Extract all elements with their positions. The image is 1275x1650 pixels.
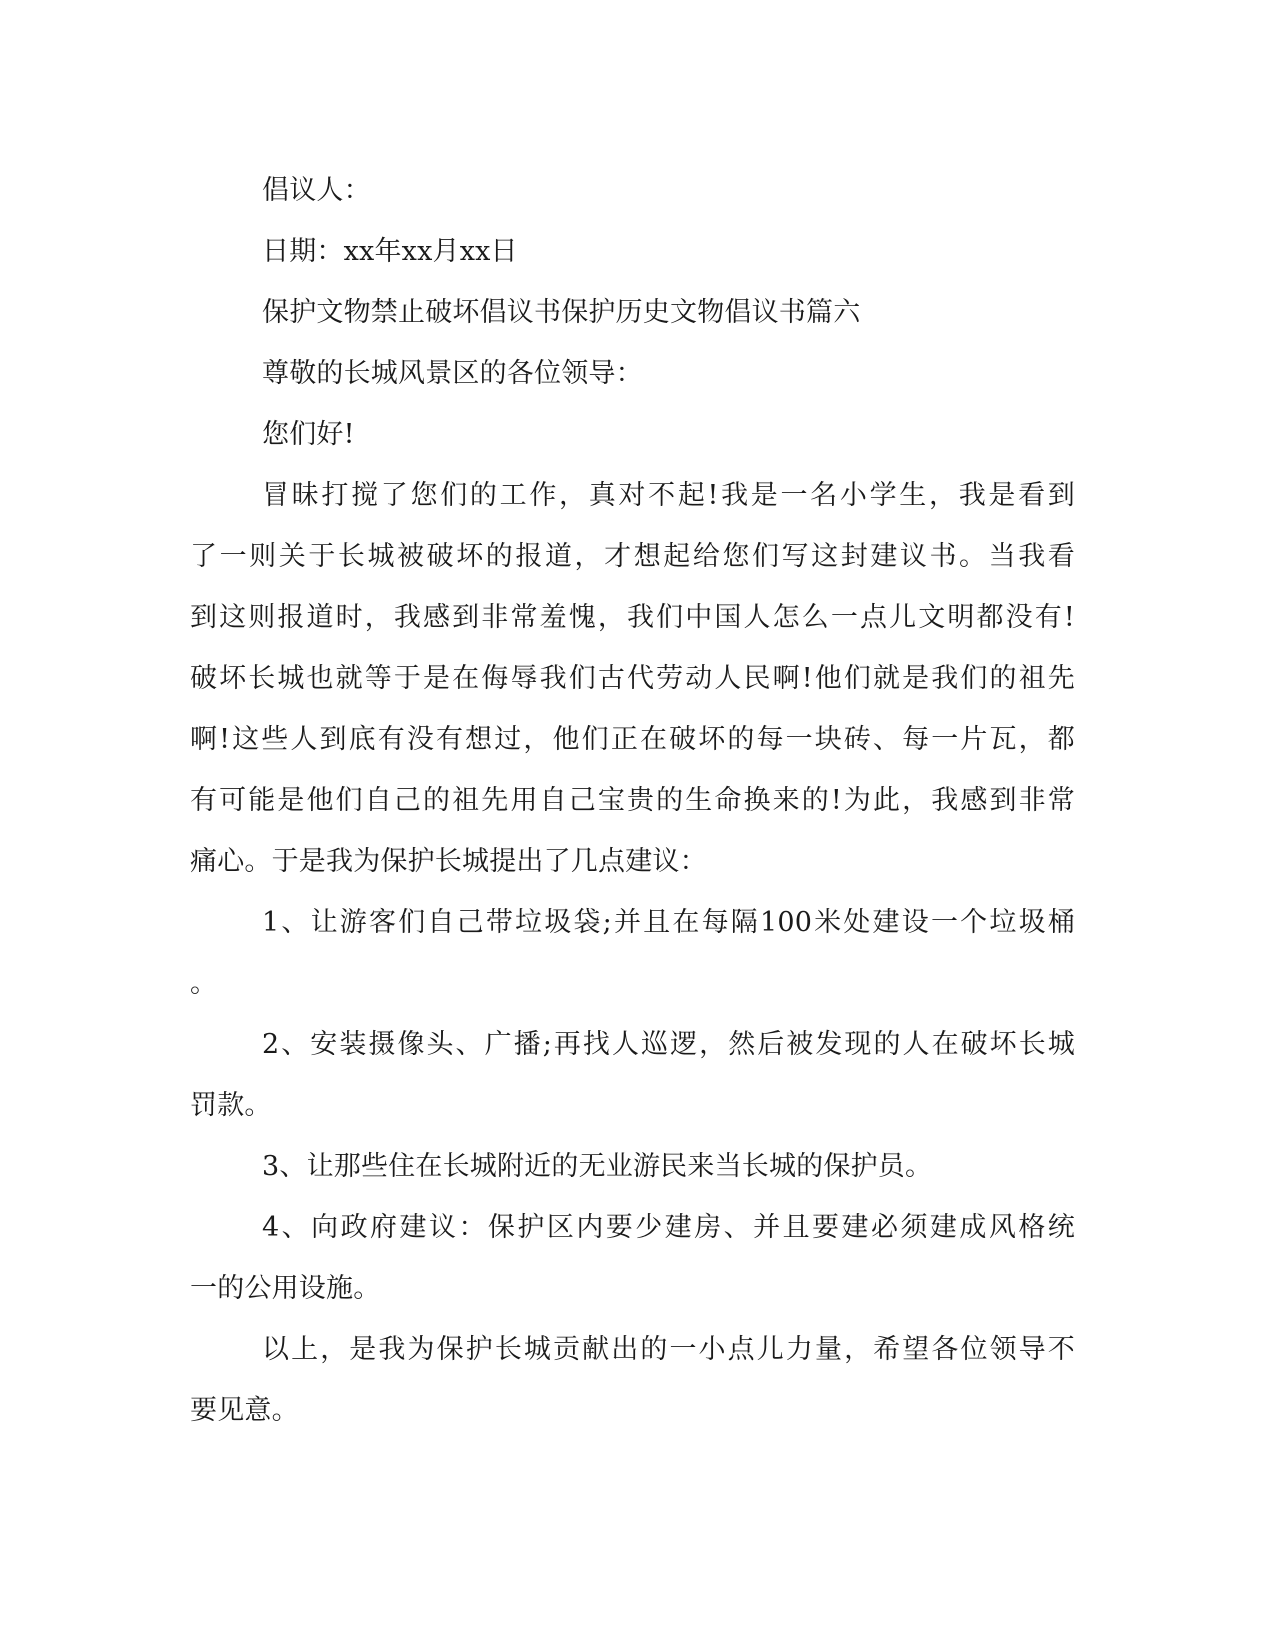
paragraph-line: 破坏长城也就等于是在侮辱我们古代劳动人民啊!他们就是我们的祖先 (190, 663, 1075, 694)
date-line: 日期：xx年xx月xx日 (262, 236, 518, 267)
suggestion-2-continued: 罚款。 (190, 1090, 272, 1121)
paragraph-line: 了一则关于长城被破坏的报道，才想起给您们写这封建议书。当我看 (190, 541, 1075, 572)
suggestion-1: 1、让游客们自己带垃圾袋;并且在每隔100米处建设一个垃圾桶 (262, 907, 1075, 938)
paragraph-line: 痛心。于是我为保护长城提出了几点建议： (190, 846, 707, 877)
suggestion-3: 3、让那些住在长城附近的无业游民来当长城的保护员。 (262, 1151, 933, 1182)
suggestion-2: 2、安装摄像头、广播;再找人巡逻，然后被发现的人在破坏长城 (262, 1029, 1075, 1060)
paragraph-line: 啊!这些人到底有没有想过，他们正在破坏的每一块砖、每一片瓦，都 (190, 724, 1075, 755)
greeting: 您们好! (262, 419, 355, 450)
suggestion-4-continued: 一的公用设施。 (190, 1273, 381, 1304)
paragraph-line: 到这则报道时，我感到非常羞愧，我们中国人怎么一点儿文明都没有! (190, 602, 1075, 633)
proposer-line: 倡议人： (262, 175, 371, 206)
closing-line-continued: 要见意。 (190, 1395, 299, 1426)
suggestion-4: 4、向政府建议：保护区内要少建房、并且要建必须建成风格统 (262, 1212, 1075, 1243)
closing-line: 以上，是我为保护长城贡献出的一小点儿力量，希望各位领导不 (262, 1334, 1075, 1365)
paragraph-line: 冒昧打搅了您们的工作，真对不起!我是一名小学生，我是看到 (262, 480, 1075, 511)
paragraph-line: 有可能是他们自己的祖先用自己宝贵的生命换来的!为此，我感到非常 (190, 785, 1075, 816)
suggestion-1-continued: 。 (190, 968, 218, 999)
document-body (190, 160, 1075, 1441)
section-title: 保护文物禁止破坏倡议书保护历史文物倡议书篇六 (262, 297, 861, 328)
salutation: 尊敬的长城风景区的各位领导： (262, 358, 643, 389)
